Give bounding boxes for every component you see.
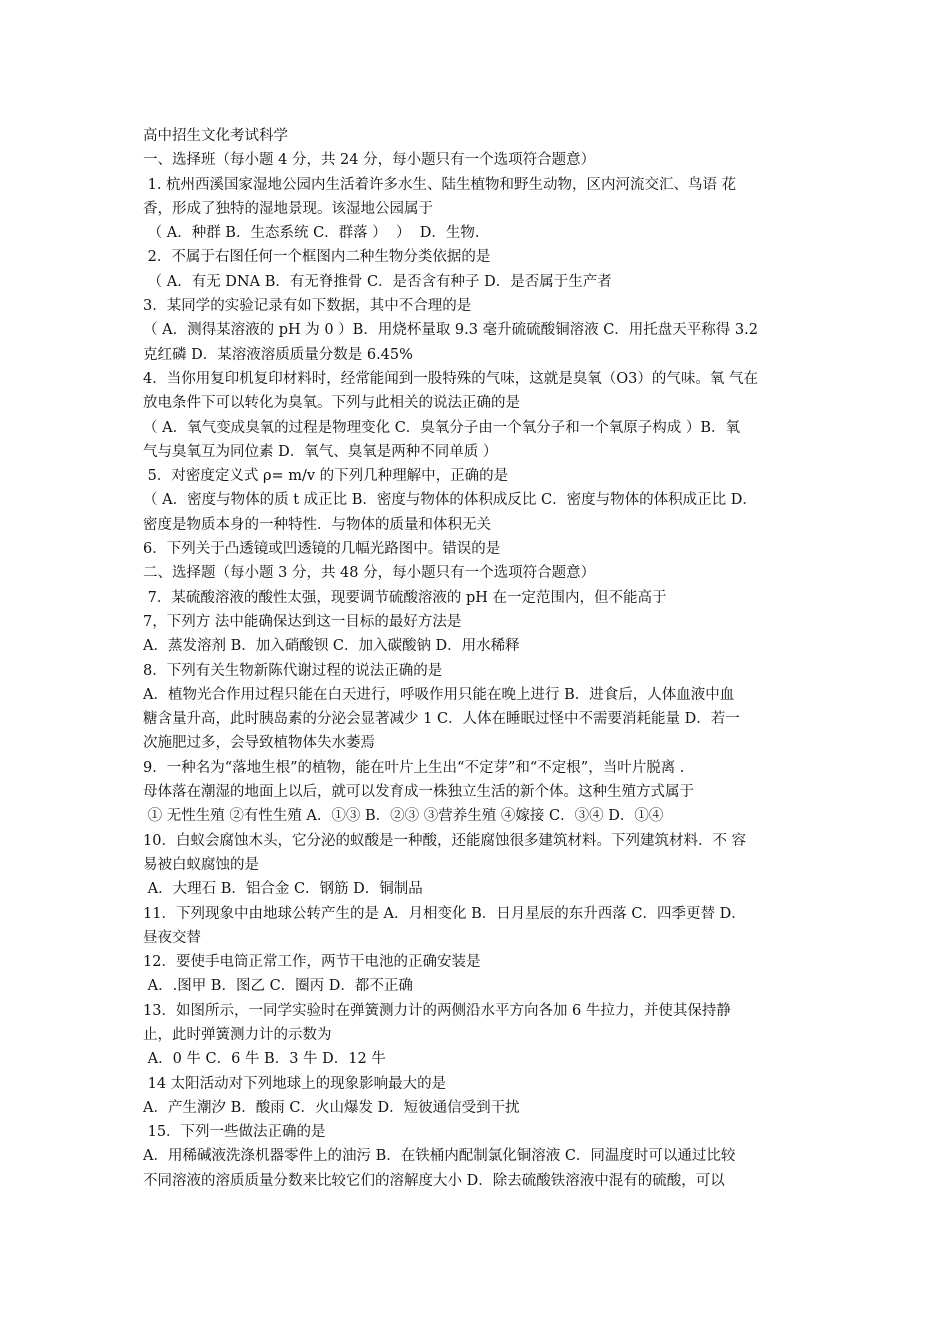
question-line: （ A．种群 B．生态系统 C．群落 ） ） D．生物. (143, 225, 480, 242)
question-line: 易被白蚁腐蚀的是 (143, 856, 259, 873)
question-line: A．用稀碱液洗涤机器零件上的油污 B．在铁桶内配制氯化铜溶液 C．同温度时可以通过比较 (143, 1148, 736, 1165)
document-page (143, 124, 813, 1193)
question-line: 9．一种名为“落地生根”的植物，能在叶片上生出“不定芽”和“不定根”，当叶片脱离 . (143, 759, 685, 776)
question-line: 4．当你用复印机复印材料时，经常能闻到一股特殊的气味，这就是臭氧（O3）的气味。氧 气在 (143, 370, 758, 387)
question-line: （ A．氧气变成臭氧的过程是物理变化 C．臭氧分子由一个氧分子和一个氧原子构成 ）B．氧 (143, 419, 741, 436)
question-line: 止，此时弹簧测力计的示数为 (143, 1026, 332, 1043)
question-line: 母体落在潮湿的地面上以后，就可以发育成一株独立生活的新个体。这种生殖方式属于 (143, 784, 694, 801)
question-line: ① 无性生殖 ②有性生殖 A．①③ B．②③ ③营养生殖 ④嫁接 C．③④ D．①④ (143, 808, 664, 825)
question-line: 昼夜交替 (143, 929, 201, 946)
question-line: 克红磷 D．某溶液溶质质量分数是 6.45% (143, 346, 413, 363)
question-line: （ A．密度与物体的质 t 成正比 B．密度与物体的体积成反比 C．密度与物体的体积成正比 D． (143, 492, 757, 509)
question-line: 7．某硫酸溶液的酸性太强，现要调节硫酸溶液的 pH 在一定范围内，但不能高于 (143, 589, 667, 606)
question-line: A．大理石 B．铝合金 C．钢筋 D．铜制品 (143, 881, 423, 898)
question-line: 1. 杭州西溪国家湿地公园内生活着许多水生、陆生植物和野生动物，区内河流交汇、鸟语 花 (143, 176, 737, 193)
question-line: 13．如图所示，一同学实验时在弹簧测力计的两侧沿水平方向各加 6 牛拉力，并使其保持静 (143, 1002, 731, 1019)
question-line: 12．要使手电筒正常工作，两节干电池的正确安装是 (143, 954, 481, 971)
question-line: 11．下列现象中由地球公转产生的是 A．月相变化 B．日月星辰的东升西落 C．四季更替 D． (143, 905, 746, 922)
question-line: 香，形成了独特的湿地景现。该湿地公园属于 (143, 200, 433, 217)
question-line: （ A．测得某溶液的 pH 为 0 ）B．用烧杯量取 9.3 毫升硫硫酸铜溶液 C．用托盘天平称得 3.2 (143, 322, 758, 339)
question-line: A．0 牛 C．6 牛 B．3 牛 D．12 牛 (143, 1051, 386, 1068)
question-line: 8．下列有关生物新陈代谢过程的说法正确的是 (143, 662, 443, 679)
section-heading: 二、选择题（每小题 3 分，共 48 分，每小题只有一个选项符合题意） (143, 565, 596, 582)
question-line: A．.图甲 B．图乙 C．圈丙 D．都不正确 (143, 978, 413, 995)
question-line: 密度是物质本身的一种特性．与物体的质量和体积无关 (143, 516, 491, 533)
question-line: A．蒸发溶剂 B．加入硝酸钡 C．加入碳酸钠 D．用水稀释 (143, 638, 520, 655)
question-line: 不同溶液的溶质质量分数来比较它们的溶解度大小 D．除去硫酸铁溶液中混有的硫酸，可以 (143, 1172, 725, 1189)
question-line: A．植物光合作用过程只能在白天进行，呼吸作用只能在晚上进行 B．进食后，人体血液中血 (143, 686, 735, 703)
question-line: 次施肥过多，会导致植物体失水萎焉 (143, 735, 375, 752)
section-heading: 一、选择班（每小题 4 分，共 24 分，每小题只有一个选项符合题意） (143, 152, 596, 169)
question-line: 10．白蚁会腐蚀木头，它分泌的蚁酸是一种酸，还能腐蚀很多建筑材料。下列建筑材料．不 容 (143, 832, 747, 849)
question-line: 气与臭氧互为同位素 D．氧气、臭氧是两种不同单质 ） (143, 443, 498, 460)
question-line: 6．下列关于凸透镜或凹透镜的几幅光路图中。错误的是 (143, 541, 501, 558)
document-title: 高中招生文化考试科学 (143, 128, 288, 144)
question-line: 15．下列一些做法正确的是 (143, 1124, 326, 1141)
question-line: 糖含量升高，此时胰岛素的分泌会显著减少 1 C．人体在睡眠过怪中不需要消耗能量 D．若一 (143, 711, 740, 728)
question-line: （ A．有无 DNA B．有无脊推骨 C．是否含有种子 D．是否属于生产者 (143, 273, 612, 290)
question-line: 放电条件下可以转化为臭氧。下列与此相关的说法正确的是 (143, 395, 520, 412)
question-line: 5．对密度定义式 ρ= m/v 的下列几种理解中，正确的是 (143, 468, 509, 485)
question-line: 3．某同学的实验记录有如下数据，其中不合理的是 (143, 298, 472, 315)
question-line: 14 太阳活动对下列地球上的现象影响最大的是 (143, 1075, 447, 1092)
question-line: 7，下列方 法中能确保达到这一目标的最好方法是 (143, 613, 462, 630)
question-line: 2．不属于右图任何一个框图内二种生物分类依据的是 (143, 249, 491, 266)
question-line: A．产生潮汐 B．酸雨 C．火山爆发 D．短彼通信受到干扰 (143, 1099, 520, 1116)
